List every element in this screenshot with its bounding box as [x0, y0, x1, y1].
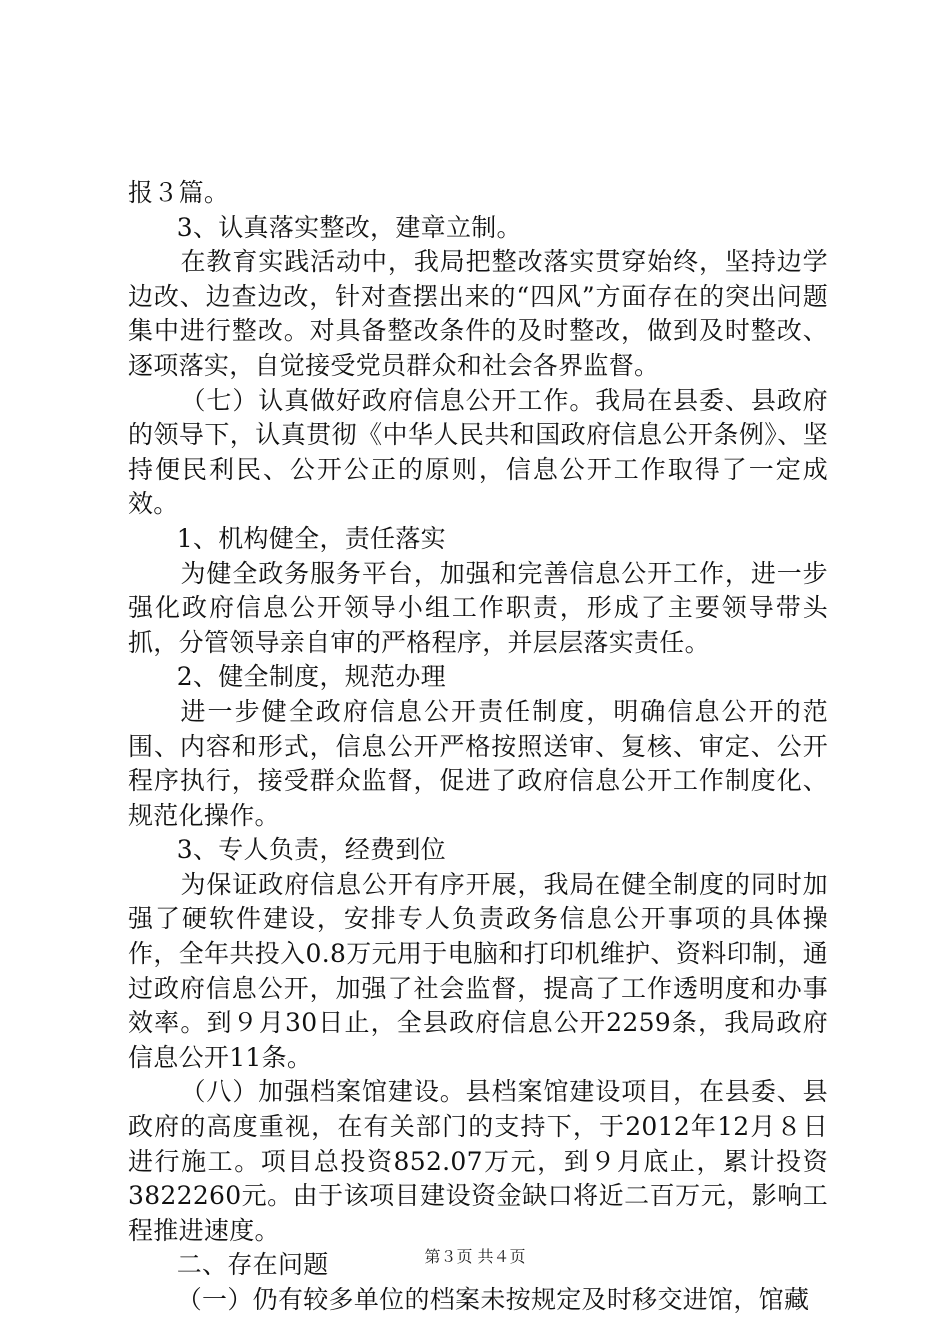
section-heading: 3、专人负责，经费到位: [176, 835, 446, 865]
paragraph: 报３篇。: [128, 178, 230, 207]
paragraph: 为健全政务服务平台，加强和完善信息公开工作，进一步强化政府信息公开领导小组工作职责，形成了主要领导带头抓，分管领导亲自审的严格程序，并层层落实责任。: [128, 558, 828, 657]
paragraph: 为保证政府信息公开有序开展，我局在健全制度的同时加强了硬软件建设，安排专人负责政务信息公开事项的具体操作，全年共投入0.8万元用于电脑和打印机维护、资料印制，通过政府信息公开，加强了社会监督，提高了工作透明度和办事效率。到９月30日止，全县政府信息公开2259条，我局政府信息公开11条。: [128, 869, 828, 1072]
paragraph: 进一步健全政府信息公开责任制度，明确信息公开的范围、内容和形式，信息公开严格按照送审、复核、审定、公开程序执行，接受群众监督，促进了政府信息公开工作制度化、规范化操作。: [128, 696, 828, 830]
paragraph: 在教育实践活动中，我局把整改落实贯穿始终，坚持边学边改、边查边改，针对查摆出来的“四风”方面存在的突出问题集中进行整改。对具备整改条件的及时整改，做到及时整改、逐项落实，自觉接受党员群众和社会各界监督。: [128, 247, 828, 380]
paragraph: （八）加强档案馆建设。县档案馆建设项目，在县委、县政府的高度重视，在有关部门的支持下，于2012年12月８日进行施工。项目总投资852.07万元，到９月底止，累计投资3822260元。由于该项目建设资金缺口将近二百万元，影响工程推进速度。: [128, 1077, 828, 1245]
section-heading: 二、存在问题: [176, 1250, 329, 1280]
paragraph: （一）仍有较多单位的档案未按规定及时移交进馆，馆藏: [176, 1285, 810, 1314]
section-heading: 3、认真落实整改，建章立制。: [176, 212, 522, 242]
document-body: [128, 176, 828, 1318]
page-footer: [0, 1244, 950, 1267]
section-heading: 1、机构健全，责任落实: [176, 523, 446, 553]
section-heading: 2、健全制度，规范办理: [176, 662, 446, 692]
paragraph: （七）认真做好政府信息公开工作。我局在县委、县政府的领导下，认真贯彻《中华人民共和国政府信息公开条例》、坚持便民利民、公开公正的原则，信息公开工作取得了一定成效。: [128, 385, 828, 519]
page-number: 第３页 共４页: [424, 1247, 526, 1266]
